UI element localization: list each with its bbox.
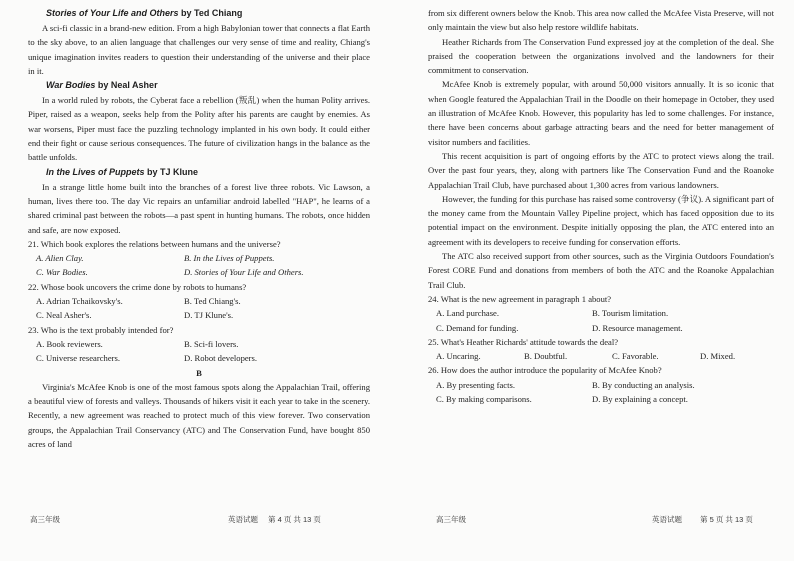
footer-left-page: 第 4 页 共 13 页 (268, 515, 321, 524)
book2-author: by Neal Asher (97, 80, 158, 91)
option-23b: B. Sci-fi lovers. (184, 338, 239, 349)
option-23a: A. Book reviewers. (36, 338, 103, 349)
option-21d: D. Stories of Your Life and Others. (184, 267, 304, 278)
book2-description: In a world ruled by robots, the Cyberat face a rebellion (叛乱) when the human Polity arrives. Piper, raised as a weapon, seeks help from the Polity after his parents are caught by enemies. As war worsens, Piper must face the puzzling technology implanted in his own body. It could either end their fight or cause serious consequences. The future of civilization hangs in the balance as the battle unfolds. (28, 95, 370, 163)
option-22b: B. Ted Chiang's. (184, 296, 241, 307)
question-25: 25. What's Heather Richards' attitude towards the deal? (428, 336, 619, 347)
passage-b-paragraph-2: Heather Richards from The Conservation Fund expressed joy at the completion of the deal. She praised the cooperation between the organizations involved and the landowners for their commitment to conservation. (428, 36, 774, 76)
option-26b: B. By conducting an analysis. (592, 379, 695, 390)
option-22c: C. Neal Asher's. (36, 310, 92, 321)
option-25a: A. Uncaring. (436, 351, 481, 362)
option-26c: C. By making comparisons. (436, 394, 532, 405)
book3-heading (46, 165, 370, 180)
question-22-options (28, 294, 370, 323)
option-24d: D. Resource management. (592, 322, 683, 333)
footer-left-subject: 英语试题 (228, 515, 258, 524)
book3-author: by TJ Klune (147, 166, 199, 177)
passage-b-paragraph-1-cont: from six different owners below the Knob. This area now called the McAfee Vista Preserve, will not only maintain the view but also help restore wildlife habitats. (428, 8, 774, 33)
option-25d: D. Mixed. (700, 351, 736, 362)
option-21a: A. Alien Clay. (36, 253, 84, 264)
footer-left-grade: 高三年级 (30, 515, 60, 524)
option-22d: D. TJ Klune's. (184, 310, 234, 321)
option-23d: D. Robot developers. (184, 353, 258, 364)
book1-heading (46, 6, 370, 21)
option-23c: C. Universe researchers. (36, 353, 120, 364)
right-page-column (428, 6, 774, 406)
book3-description: In a strange little home built into the branches of a forest live three robots. Vic Lawson, a human, lives there too. The day Vic repairs an unfamiliar android labelled "HAP", he learns of a shared criminal past between the robots—a past spent in hunting humans. The robots, once hidden and safe, are now exposed. (28, 181, 370, 235)
passage-b-start: Virginia's McAfee Knob is one of the most famous spots along the Appalachian Trail, offering a beautiful view of forests and valleys. Thousands of hikers visit it each year to take in the scenery. Recently, a new agreement was reached to protect much of this view forever. Two conservation groups, the Appalachian Trail Conservancy (ATC) and The Conservation Fund, have bought 850 acres of land (28, 381, 370, 450)
option-25c: C. Favorable. (612, 351, 659, 362)
question-23: 23. Who is the text probably intended for? (28, 324, 174, 335)
option-24a: A. Land purchase. (436, 308, 499, 319)
option-21c: C. War Bodies. (36, 267, 88, 278)
passage-b-paragraph-3: McAfee Knob is extremely popular, with around 50,000 visitors annually. It is so iconic that when Google featured the Appalachian Trail in the Doodle on their homepage in October, they used an illustration of McAfee Knob. However, this popularity has led to some challenges. For instance, there have been concerns about garbage attracting bears and the need for better management of visitor numbers and facilities. (428, 79, 774, 147)
passage-b-paragraph-5: However, the funding for this purchase has raised some controversy (争议). A significant part of the money came from the Mountain Valley Pipeline project, which has faced opposition due to its potential impact on the environment. Despite initially opposing the plan, the ATC entered into an agreement with its developers to receive funding for conservation efforts. (428, 193, 774, 247)
question-21-options (28, 251, 370, 280)
footer-right-grade: 高三年级 (436, 515, 466, 524)
book1-title: Stories of Your Life and Others (46, 8, 179, 18)
book1-description: A sci-fi classic in a brand-new edition. From a high Babylonian tower that connects a flat Earth to the sky above, to an alien language that challenges our very sense of time and reality, Chiang's unique imagination invites readers to question their understanding of the universe and their place in it. (28, 23, 370, 76)
question-24-options (428, 306, 774, 335)
option-22a: A. Adrian Tchaikovsky's. (36, 296, 123, 307)
option-26d: D. By explaining a concept. (592, 394, 688, 405)
question-25-options (428, 349, 774, 363)
book3-title: In the Lives of Puppets (46, 166, 145, 177)
passage-b-paragraph-6: The ATC also received support from other sources, such as the Virginia Outdoors Foundation's Forest CORE Fund and donations from members of both the ATC and the Roanoke Appalachian Trail Club. (428, 251, 774, 290)
question-21: 21. Which book explores the relations between humans and the universe? (28, 238, 281, 249)
question-24: 24. What is the new agreement in paragraph 1 about? (428, 293, 612, 304)
section-b-heading: B (196, 367, 202, 378)
option-25b: B. Doubtful. (524, 351, 568, 362)
question-26-options (428, 378, 774, 407)
book2-heading (46, 78, 370, 93)
left-page-column (28, 6, 370, 451)
book2-title: War Bodies (46, 80, 96, 91)
option-24b: B. Tourism limitation. (592, 308, 669, 319)
footer-right-page: 第 5 页 共 13 页 (700, 515, 753, 524)
option-21b: B. In the Lives of Puppets. (184, 253, 275, 264)
passage-b-paragraph-4: This recent acquisition is part of ongoing efforts by the ATC to protect views along the trail. Over the past four years, they, along with partners like The Conservation Fund and the Roanoke Appalachian Trail Club, have purchased about 1,300 acres from various landowners. (428, 150, 774, 190)
question-23-options (28, 337, 370, 366)
option-26a: A. By presenting facts. (436, 379, 515, 390)
option-24c: C. Demand for funding. (436, 322, 519, 333)
question-22: 22. Whose book uncovers the crime done by robots to humans? (28, 281, 247, 292)
book1-author: by Ted Chiang (181, 8, 243, 18)
footer-right-subject: 英语试题 (652, 515, 682, 524)
question-26: 26. How does the author introduce the popularity of McAfee Knob? (428, 365, 662, 376)
